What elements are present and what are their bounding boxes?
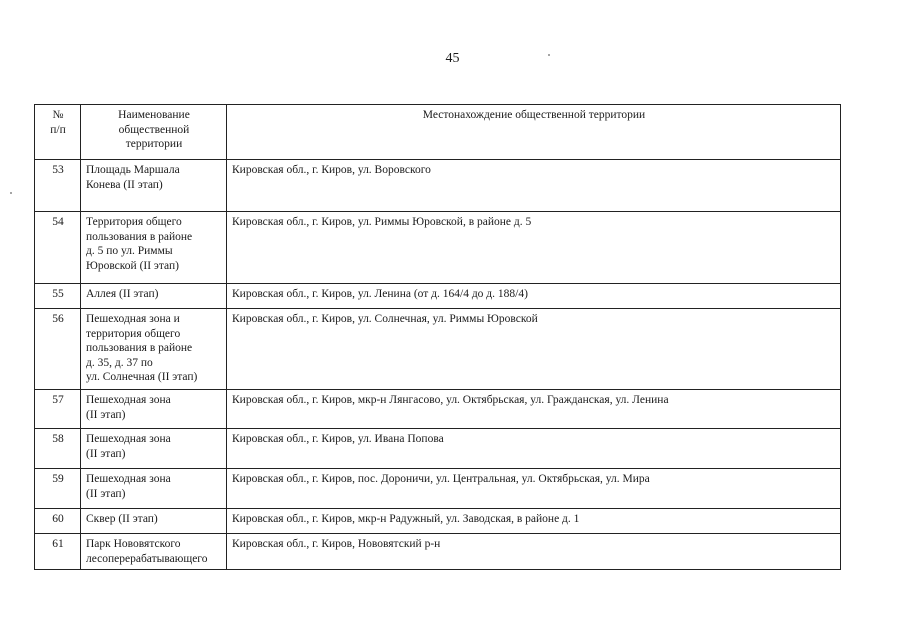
page-number: 45 [445,51,460,66]
row-number: 61 [35,534,81,570]
row-number: 58 [35,429,81,469]
table-row [35,309,841,390]
territory-location: Кировская обл., г. Киров, ул. Риммы Юровской, в районе д. 5 [227,212,841,284]
row-number: 60 [35,509,81,534]
row-number: 56 [35,309,81,390]
territory-location: Кировская обл., г. Киров, ул. Солнечная, ул. Риммы Юровской [227,309,841,390]
table-header-row [35,105,841,160]
table-row [35,429,841,469]
scan-speck [548,54,550,56]
territory-name: Пешеходная зона (II этап) [81,469,227,509]
territory-name: Территория общего пользования в районе д. 5 по ул. Риммы Юровской (II этап) [81,212,227,284]
territory-name: Пешеходная зона и территория общего пользования в районе д. 35, д. 37 по ул. Солнечная (II этап) [81,309,227,390]
territory-location: Кировская обл., г. Киров, пос. Дороничи, ул. Центральная, ул. Октябрьская, ул. Мира [227,469,841,509]
row-number: 59 [35,469,81,509]
territory-name: Пешеходная зона (II этап) [81,429,227,469]
territory-name: Парк Нововятского лесоперерабатывающего [81,534,227,570]
territory-location: Кировская обл., г. Киров, ул. Ивана Попова [227,429,841,469]
row-number: 57 [35,390,81,429]
table-row [35,284,841,309]
table-row [35,390,841,429]
scan-speck [10,192,12,194]
table-row [35,534,841,570]
territory-name: Пешеходная зона (II этап) [81,390,227,429]
territory-location: Кировская обл., г. Киров, Нововятский р-н [227,534,841,570]
header-territory-location: Местонахождение общественной территории [227,105,841,160]
header-number: № п/п [35,105,81,160]
row-number: 54 [35,212,81,284]
table-row [35,212,841,284]
territory-location: Кировская обл., г. Киров, ул. Ленина (от д. 164/4 до д. 188/4) [227,284,841,309]
row-number: 55 [35,284,81,309]
territory-location: Кировская обл., г. Киров, ул. Воровского [227,160,841,212]
territory-name: Аллея (II этап) [81,284,227,309]
table-row [35,469,841,509]
territory-name: Площадь Маршала Конева (II этап) [81,160,227,212]
row-number: 53 [35,160,81,212]
territory-location: Кировская обл., г. Киров, мкр-н Лянгасово, ул. Октябрьская, ул. Гражданская, ул. Ленина [227,390,841,429]
header-territory-name: Наименование общественной территории [81,105,227,160]
territory-name: Сквер (II этап) [81,509,227,534]
table-row [35,509,841,534]
public-territories-table [34,104,841,570]
territory-location: Кировская обл., г. Киров, мкр-н Радужный, ул. Заводская, в районе д. 1 [227,509,841,534]
table-row [35,160,841,212]
